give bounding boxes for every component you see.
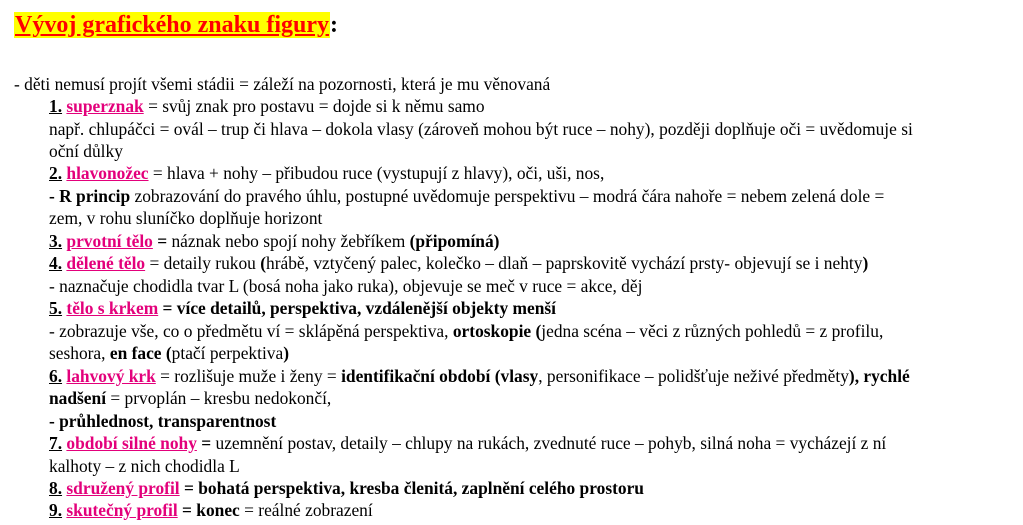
stage-5-note: [49, 321, 883, 341]
stage-eq: =: [196, 433, 216, 453]
stage-5: [49, 298, 556, 318]
stage-description: = rozlišuje muže i ženy =: [155, 366, 342, 386]
stage-eq: =: [152, 231, 172, 251]
paren-close: ): [862, 253, 869, 273]
stage-description: = reálné zobrazení: [239, 500, 373, 520]
stage-number: 2.: [49, 163, 63, 183]
stage-6-note: [49, 411, 276, 431]
r-principle-text: zobrazování do pravého úhlu, postupné uvědomuje perspektivu – modrá čára nahoře = nebem zelená dole =: [130, 186, 885, 206]
stage-6-cont: [49, 388, 331, 408]
stage-description: = svůj znak pro postavu = dojde si k němu samo: [143, 96, 485, 116]
stage-7: [49, 433, 886, 453]
paren-open: (: [260, 253, 267, 273]
r-principle-line: [49, 186, 884, 206]
stage-number: 8.: [49, 478, 63, 498]
stage-description: = hlava + nohy – přibudou ruce (vystupují z hlavy), oči, uši, nos,: [148, 163, 605, 183]
stage-name: dělené tělo: [66, 253, 146, 273]
r-principle-cont: zem, v rohu sluníčko doplňuje horizont: [49, 208, 323, 228]
stage-description: náznak nebo spojí nohy žebříkem: [171, 231, 410, 251]
stage-name: sdružený profil: [66, 478, 180, 498]
stage-5-note-cont: [49, 343, 289, 363]
note-text: jedna scéna – věci z různých pohledů = z profilu,: [541, 321, 884, 341]
paren-open: (: [531, 321, 542, 341]
en-face-term: en face: [109, 343, 162, 363]
stage-number: 6.: [49, 366, 63, 386]
stage-name: období silné nohy: [66, 433, 197, 453]
stage-1: [49, 96, 485, 116]
stage-bold-tail: (připomíná): [409, 231, 500, 251]
stage-description: = více detailů, perspektiva, vzdálenější objekty menší: [158, 298, 556, 318]
r-principle-label: - R princip: [49, 186, 131, 206]
stage-8: [49, 478, 644, 498]
stage-bold-part: identifikační období (vlasy: [341, 366, 539, 386]
stage-bold-part: ), rychlé: [848, 366, 910, 386]
stage-description: = bohatá perspektiva, kresba členitá, zaplnění celého prostoru: [179, 478, 644, 498]
stage-3: [49, 231, 499, 251]
note-text: = prvoplán – kresbu nedokončí,: [106, 388, 332, 408]
title-colon: :: [330, 12, 338, 38]
paren-open: (: [161, 343, 172, 363]
stage-1-example-cont: oční důlky: [49, 141, 123, 161]
stage-6: [49, 366, 910, 386]
stage-description: = detaily rukou: [145, 253, 261, 273]
stage-number: 7.: [49, 433, 63, 453]
stage-name: hlavonožec: [66, 163, 149, 183]
note-text: - zobrazuje vše, co o předmětu ví = sklápěná perspektiva,: [49, 321, 453, 341]
stage-2: [49, 163, 604, 183]
stage-number: 4.: [49, 253, 63, 273]
note-text: ptačí perpektiva: [171, 343, 284, 363]
stage-name: prvotní tělo: [66, 231, 153, 251]
stage-detail: hrábě, vztyčený palec, kolečko – dlaň – paprskovitě vychází prsty- objevují se i nehty: [266, 253, 863, 273]
stage-9: [49, 500, 373, 520]
nadseni-term: nadšení: [49, 388, 107, 408]
paren-close: ): [283, 343, 290, 363]
stage-name: lahvový krk: [66, 366, 156, 386]
stage-number: 5.: [49, 298, 63, 318]
stage-detail: , personifikace – polidšťuje neživé předměty: [538, 366, 849, 386]
stage-7-cont: kalhoty – z nich chodidla L: [49, 456, 240, 476]
stage-number: 9.: [49, 500, 63, 520]
stage-number: 1.: [49, 96, 63, 116]
intro-line: - děti nemusí projít všemi stádii = záleží na pozornosti, která je mu věnovaná: [14, 74, 551, 94]
stage-name: tělo s krkem: [66, 298, 159, 318]
title-text: Vývoj grafického znaku figury: [15, 12, 329, 38]
stage-1-example: např. chlupáčci = ovál – trup či hlava – dokola vlasy (zároveň mohou být ruce – nohy), později doplňuje oči = uvědomuje si: [49, 119, 913, 139]
stage-name: superznak: [66, 96, 144, 116]
stage-bold-part: = konec: [177, 500, 240, 520]
stage-name: skutečný profil: [66, 500, 178, 520]
stage-4-note: - naznačuje chodidla tvar L (bosá noha jako ruka), objevuje se meč v ruce = akce, děj: [49, 276, 643, 296]
stage-4: [49, 253, 868, 273]
note-text: seshora,: [49, 343, 110, 363]
page-title: [14, 12, 338, 39]
ortoskopie-term: ortoskopie: [452, 321, 532, 341]
stage-number: 3.: [49, 231, 63, 251]
transparency-note: - průhlednost, transparentnost: [49, 411, 277, 431]
stage-description: uzemnění postav, detaily – chlupy na rukách, zvednuté ruce – pohyb, silná noha = vycházejí z ní: [215, 433, 887, 453]
